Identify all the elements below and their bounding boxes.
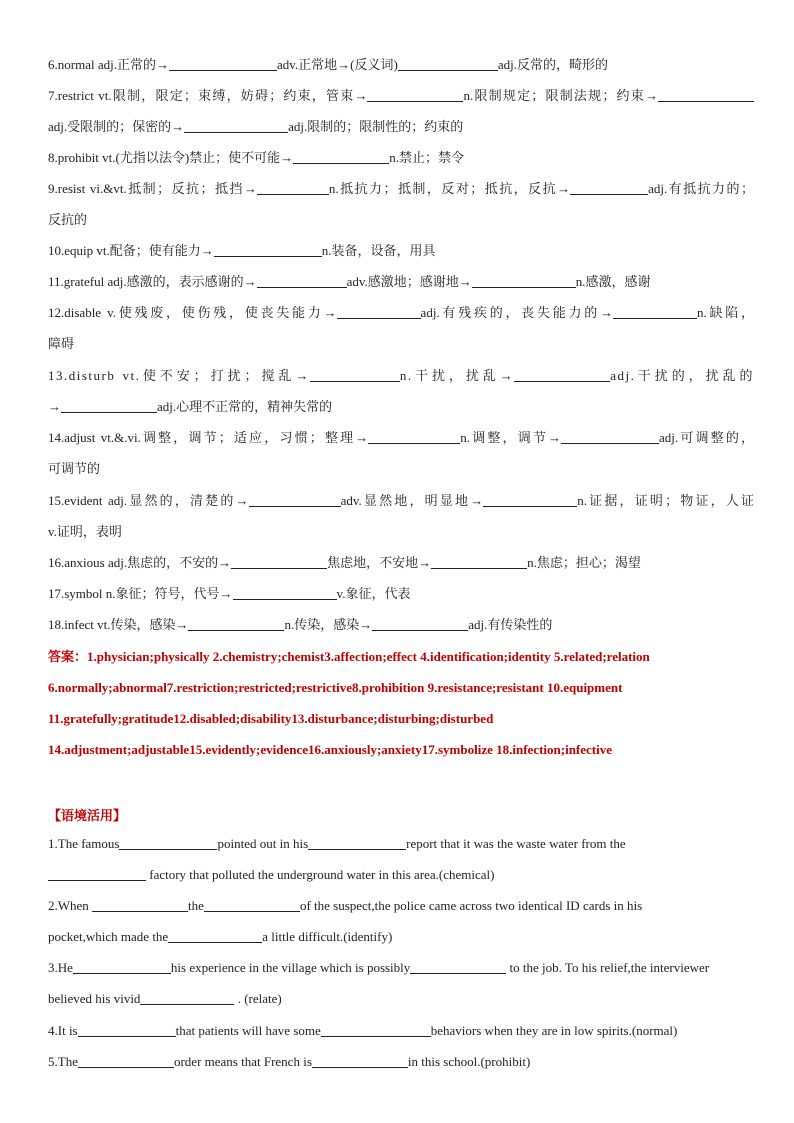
answer-blank[interactable] (398, 57, 498, 71)
vocab-item-14 (48, 429, 754, 447)
vocab-item-9 (48, 180, 754, 198)
vocab-text: adv.正常地→(反义词) (276, 57, 398, 72)
answer-blank[interactable] (168, 929, 262, 943)
context-item-3-cont (48, 990, 282, 1008)
answer-blank[interactable] (119, 836, 217, 850)
vocab-text: 6.normal adj.正常的→ (48, 57, 169, 72)
vocab-text: n.缺陷， (696, 305, 754, 320)
answer-blank[interactable] (184, 119, 288, 133)
context-text: . (relate) (237, 991, 282, 1006)
vocab-item-11 (48, 273, 651, 291)
answer-blank[interactable] (367, 88, 463, 102)
context-item-2 (48, 897, 642, 915)
vocab-text: 焦虑地，不安地→ (327, 555, 432, 570)
context-text: report that it was the waste water from the (406, 836, 626, 851)
context-text: 5.The (48, 1054, 78, 1069)
vocab-text: 13.disturb vt.使不安；打扰；搅乱→ (48, 368, 310, 383)
vocab-text: adj.限制的；限制性的；约束的 (288, 119, 464, 134)
vocab-text: n.禁止；禁令 (389, 150, 464, 165)
vocab-item-6 (48, 56, 608, 74)
answer-blank[interactable] (73, 960, 171, 974)
context-item-2-cont (48, 928, 392, 946)
answer-blank[interactable] (310, 368, 400, 382)
answer-text: 14.adjustment;adjustable15.evidently;evidence16.anxiously;anxiety17.symbolize 18.infection;infective (48, 742, 613, 757)
context-text: 3.He (48, 960, 73, 975)
answer-blank[interactable] (231, 555, 327, 569)
answer-label: 答案： (48, 649, 88, 664)
answer-blank[interactable] (61, 399, 157, 413)
answer-blank[interactable] (169, 57, 277, 71)
vocab-item-17 (48, 585, 410, 603)
context-text: in this school.(prohibit) (407, 1054, 531, 1069)
context-text: that patients will have some (175, 1023, 321, 1038)
context-text: his experience in the village which is possibly (170, 960, 411, 975)
vocab-item-14-cont (48, 460, 100, 478)
answer-blank[interactable] (249, 493, 341, 507)
vocab-text: adv.感激地；感谢地→ (346, 274, 472, 289)
vocab-text: n.焦虑；担心；渴望 (527, 555, 641, 570)
answer-blank[interactable] (514, 368, 610, 382)
vocab-text: 16.anxious adj.焦虑的，不安的→ (48, 555, 232, 570)
vocab-item-13 (48, 367, 754, 385)
vocab-item-15 (48, 492, 754, 510)
vocab-text: adj.受限制的；保密的→ (48, 119, 185, 134)
context-text: order means that French is (173, 1054, 312, 1069)
vocab-item-13-cont (48, 398, 332, 416)
vocab-text: adj.有传染性的 (468, 617, 553, 632)
vocab-text: n.证据，证明；物证，人证 (577, 493, 754, 508)
answer-blank[interactable] (92, 898, 188, 912)
answer-blank[interactable] (431, 555, 527, 569)
answer-key-line-1 (48, 648, 650, 666)
vocab-text: 可调节的 (48, 461, 101, 476)
answer-blank[interactable] (337, 305, 421, 319)
answer-blank[interactable] (613, 305, 697, 319)
vocab-text: n.限制规定；限制法规；约束→ (463, 88, 658, 103)
vocab-text: adj.有残疾的，丧失能力的→ (420, 305, 613, 320)
answer-text: 6.normally;abnormal7.restriction;restricted;restrictive8.prohibition 9.resistance;resistant 10.equipment (48, 680, 623, 695)
vocab-text: 15.evident adj.显然的，清楚的→ (48, 493, 249, 508)
context-text: of the suspect,the police came across two identical ID cards in his (299, 898, 643, 913)
answer-blank[interactable] (78, 1054, 174, 1068)
context-item-5 (48, 1053, 530, 1071)
answer-blank[interactable] (321, 1023, 431, 1037)
answer-blank[interactable] (308, 836, 406, 850)
answer-blank[interactable] (140, 991, 234, 1005)
vocab-text: v.证明，表明 (48, 524, 122, 539)
vocab-text: adj.反常的，畸形的 (497, 57, 608, 72)
vocab-text: 8.prohibit vt.(尤指以法令)禁止；使不可能→ (48, 150, 294, 165)
vocab-text: 17.symbol n.象征；符号，代号→ (48, 586, 233, 601)
vocab-text: n.传染，感染→ (284, 617, 373, 632)
vocab-text: adj.心理不正常的，精神失常的 (157, 399, 333, 414)
context-text: behaviors when they are in low spirits.(normal) (430, 1023, 678, 1038)
answer-blank[interactable] (372, 617, 468, 631)
context-text: to the job. To his relief,the interviewer (509, 960, 710, 975)
answer-text: 1.physician;physically 2.chemistry;chemist3.affection;effect 4.identification;identity 5.related;relation (87, 649, 650, 664)
vocab-item-15-cont (48, 523, 122, 541)
vocab-text: adj.干扰的，扰乱的 (610, 368, 754, 383)
answer-key-line-2 (48, 679, 622, 697)
vocab-text: → (48, 399, 61, 414)
context-text: pointed out in his (217, 836, 309, 851)
answer-blank[interactable] (312, 1054, 408, 1068)
vocab-text: v.象征，代表 (336, 586, 411, 601)
vocab-item-10 (48, 242, 436, 260)
vocab-item-7 (48, 87, 754, 105)
answer-blank[interactable] (233, 586, 337, 600)
vocab-text: n.调整，调节→ (460, 430, 562, 445)
context-item-1-cont (48, 866, 494, 884)
vocab-text: 7.restrict vt.限制，限定；束缚，妨碍；约束，管束→ (48, 88, 368, 103)
vocab-text: 14.adjust vt.&.vi.调整，调节；适应，习惯；整理→ (48, 430, 369, 445)
context-text: 2.When (48, 898, 89, 913)
vocab-text: adv.显然地，明显地→ (340, 493, 484, 508)
vocab-item-16 (48, 554, 641, 572)
vocab-text: 10.equip vt.配备；使有能力→ (48, 243, 214, 258)
answer-key-line-4 (48, 741, 612, 759)
section-heading: 【语境活用】 (48, 808, 127, 823)
answer-blank[interactable] (472, 274, 576, 288)
vocab-text: n.感激，感谢 (575, 274, 651, 289)
context-text: a little difficult.(identify) (262, 929, 393, 944)
vocab-item-18 (48, 616, 552, 634)
vocab-text: n.干扰，扰乱→ (399, 368, 515, 383)
vocab-text: adj.有抵抗力的； (648, 181, 754, 196)
answer-text: 11.gratefully;gratitude12.disabled;disability13.disturbance;disturbing;disturbed (48, 711, 494, 726)
context-text: the (188, 898, 204, 913)
vocab-text: n.装备，设备，用具 (321, 243, 436, 258)
answer-blank[interactable] (188, 617, 284, 631)
answer-blank[interactable] (570, 181, 648, 195)
vocab-text: 12.disable v.使残废，使伤残，使丧失能力→ (48, 305, 337, 320)
vocab-item-8 (48, 149, 464, 167)
answer-blank[interactable] (257, 181, 329, 195)
vocab-item-12-cont (48, 335, 74, 353)
vocab-item-7-cont (48, 118, 463, 136)
answer-blank[interactable] (48, 867, 146, 881)
vocab-text: 反抗的 (48, 212, 88, 227)
vocab-text: n.抵抗力；抵制，反对；抵抗，反抗→ (328, 181, 571, 196)
vocab-text: adj.可调整的， (659, 430, 754, 445)
vocab-text: 18.infect vt.传染，感染→ (48, 617, 189, 632)
context-item-1 (48, 835, 626, 853)
context-text: believed his vivid (48, 991, 141, 1006)
vocab-text: 9.resist vi.&vt.抵制；反抗；抵挡→ (48, 181, 257, 196)
context-text: factory that polluted the underground water in this area.(chemical) (149, 867, 495, 882)
vocab-text: 11.grateful adj.感激的，表示感谢的→ (48, 274, 257, 289)
answer-blank[interactable] (483, 493, 577, 507)
context-item-3 (48, 959, 709, 977)
context-text: pocket,which made the (48, 929, 169, 944)
answer-blank[interactable] (78, 1023, 176, 1037)
answer-key-line-3 (48, 710, 493, 728)
context-item-4 (48, 1022, 677, 1040)
answer-blank[interactable] (658, 88, 754, 102)
answer-blank[interactable] (410, 960, 506, 974)
context-text: 1.The famous (48, 836, 120, 851)
vocab-item-12 (48, 304, 754, 322)
answer-blank[interactable] (561, 430, 659, 444)
vocab-text: 障碍 (48, 336, 75, 351)
answer-blank[interactable] (257, 274, 347, 288)
answer-blank[interactable] (204, 898, 300, 912)
answer-blank[interactable] (214, 243, 322, 257)
answer-blank[interactable] (293, 150, 389, 164)
context-text: 4.It is (48, 1023, 78, 1038)
vocab-item-9-cont (48, 211, 87, 229)
answer-blank[interactable] (368, 430, 460, 444)
